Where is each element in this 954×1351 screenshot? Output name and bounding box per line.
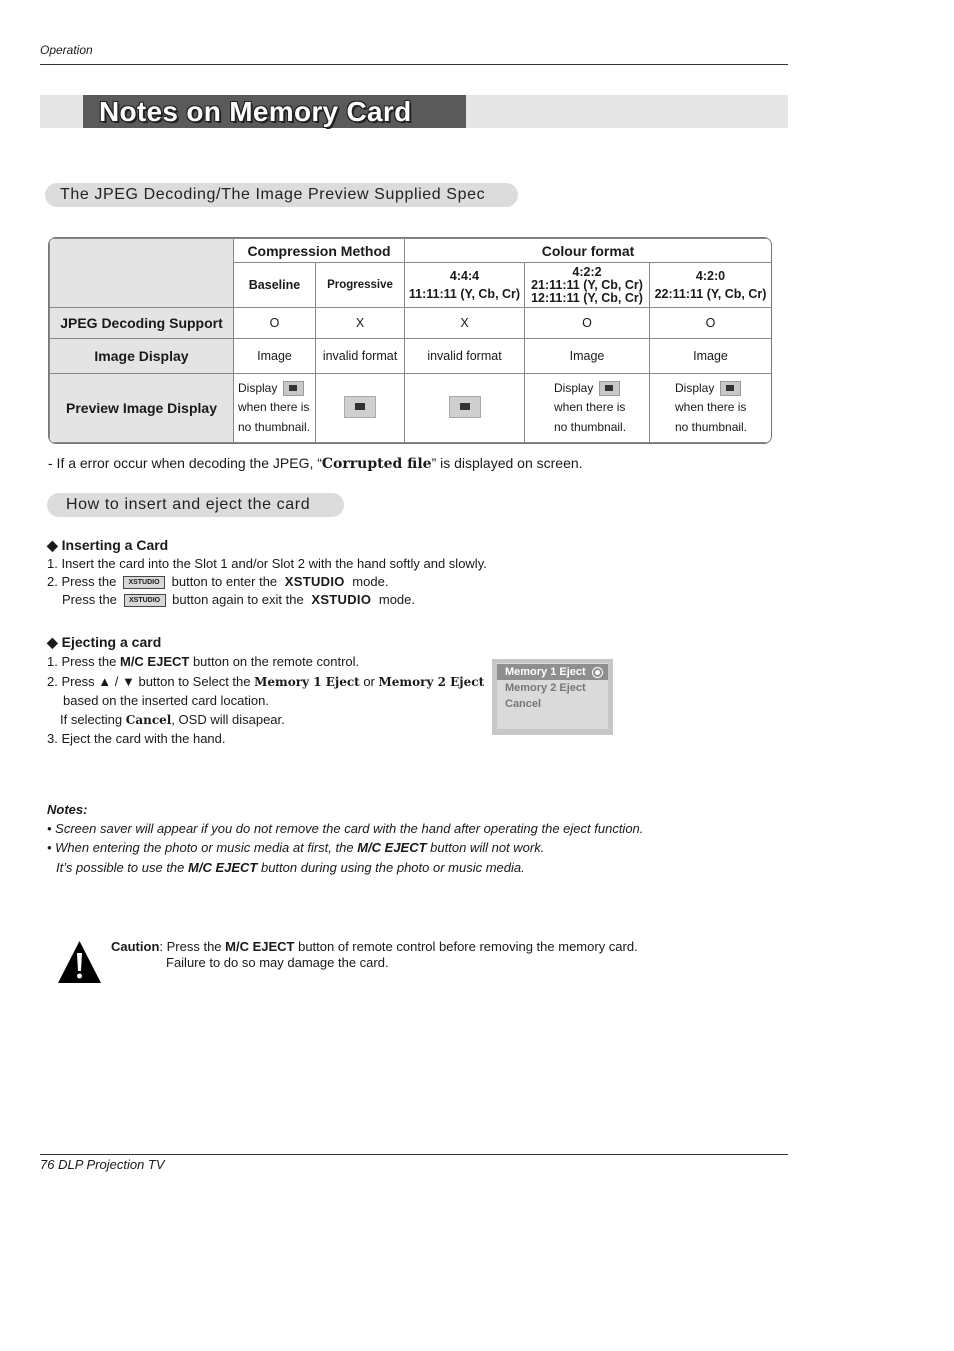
fmt-422-header <box>525 263 650 308</box>
caution-text: button of remote control before removing the memory card. <box>294 939 638 954</box>
error-note-post: ” is displayed on screen. <box>431 455 583 471</box>
preview-cell <box>650 374 772 443</box>
display-text: Display <box>675 380 715 395</box>
thumbnail-icon <box>283 381 304 396</box>
inserting-step-2 <box>47 572 388 591</box>
notes-line-1: • Screen saver will appear if you do not remove the card with the hand after operating the eject function. <box>47 821 644 836</box>
table-corner <box>50 239 234 308</box>
when-text: when there is <box>675 400 747 415</box>
notes-line-3 <box>56 858 525 878</box>
progressive-header: Progressive <box>316 263 405 308</box>
step-text: Press the <box>62 592 117 607</box>
when-text: when there is <box>554 400 626 415</box>
section-heading-insert-eject: How to insert and eject the card <box>47 493 344 517</box>
corrupted-file-text: Corrupted file <box>321 456 432 472</box>
fmt-422-label: 4:2:2 <box>572 264 602 279</box>
step-text: mode. <box>352 574 389 589</box>
fmt-420-ratio: 22:11:11 (Y, Cb, Cr) <box>654 286 767 301</box>
section-heading-jpeg: The JPEG Decoding/The Image Preview Supplied Spec <box>45 183 518 207</box>
osd-item-memory2[interactable]: Memory 2 Eject <box>505 682 586 694</box>
step-text: button to enter the <box>171 574 278 589</box>
inserting-title: ◆ Inserting a Card <box>47 537 169 553</box>
page-footer: 76 DLP Projection TV <box>40 1157 165 1172</box>
display-text: Display <box>238 380 278 395</box>
fmt-420-label: 4:2:0 <box>695 268 726 283</box>
colour-format-header: Colour format <box>405 239 772 263</box>
caution-line-1 <box>111 939 638 955</box>
fmt-444-header <box>405 263 525 308</box>
ejecting-step-2c <box>60 710 285 730</box>
section-label: Operation <box>40 43 93 57</box>
thumbnail-icon <box>344 396 376 418</box>
osd-eject-menu <box>492 659 613 735</box>
ejecting-step-2b: based on the inserted card location. <box>63 693 269 708</box>
fmt-420-header <box>650 263 772 308</box>
note-text: button will not work. <box>426 840 545 855</box>
table-cell: Image <box>525 339 650 374</box>
inserting-step-1: 1. Insert the card into the Slot 1 and/or Slot 2 with the hand softly and slowly. <box>47 556 487 571</box>
warning-icon <box>57 940 102 984</box>
row-label: JPEG Decoding Support <box>50 308 234 339</box>
compression-method-header: Compression Method <box>234 239 405 263</box>
error-note-pre: - If a error occur when decoding the JPEG, “ <box>48 455 322 471</box>
page-title: Notes on Memory Card <box>99 96 412 127</box>
inserting-step-2b <box>62 590 415 609</box>
table-cell: O <box>525 308 650 339</box>
step-text: 1. Press the <box>47 654 120 669</box>
osd-item-label: Memory 1 Eject <box>505 666 586 678</box>
table-row <box>50 374 772 443</box>
ejecting-title: ◆ Ejecting a card <box>47 634 162 650</box>
xstudio-button-icon: XSTUDIO <box>124 594 166 607</box>
step-text: 2. Press ▲ / ▼ button to Select the <box>47 674 255 689</box>
mc-eject-text: M/C EJECT <box>357 840 427 855</box>
fmt-422-ratio-2: 12:11:11 (Y, Cb, Cr) <box>531 290 643 305</box>
caution-text: : Press the <box>159 939 226 954</box>
table-cell: Image <box>234 339 316 374</box>
caution-line-2: Failure to do so may damage the card. <box>166 955 389 970</box>
note-text: It’s possible to use the <box>56 860 189 875</box>
xstudio-logo: XSTUDIO <box>284 574 345 589</box>
osd-item-memory1[interactable] <box>497 664 608 680</box>
caution-label: Caution <box>111 939 160 954</box>
preview-cell <box>234 374 316 443</box>
note-text: button during using the photo or music media. <box>257 860 525 875</box>
mc-eject-text: M/C EJECT <box>225 939 295 954</box>
ejecting-step-3: 3. Eject the card with the hand. <box>47 731 226 746</box>
step-text: , OSD will disapear. <box>171 712 285 727</box>
fmt-444-label: 4:4:4 <box>449 268 480 283</box>
note-text: • When entering the photo or music media at first, the <box>47 840 358 855</box>
no-thumbnail-text: no thumbnail. <box>675 419 748 434</box>
osd-item-cancel[interactable]: Cancel <box>505 698 542 710</box>
row-label: Preview Image Display <box>50 374 234 443</box>
table-cell: O <box>234 308 316 339</box>
row-label: Image Display <box>50 339 234 374</box>
fmt-422-ratio-1: 21:11:11 (Y, Cb, Cr) <box>531 277 643 292</box>
xstudio-logo: XSTUDIO <box>311 592 372 607</box>
mc-eject-text: M/C EJECT <box>188 860 258 875</box>
when-text: when there is <box>238 400 310 415</box>
step-text: 2. Press the <box>47 574 117 589</box>
fmt-444-ratio: 11:11:11 (Y, Cb, Cr) <box>408 286 521 301</box>
step-text: mode. <box>378 592 415 607</box>
thumbnail-icon <box>449 396 481 418</box>
mc-eject-text: M/C EJECT <box>119 654 190 669</box>
table-cell: X <box>316 308 405 339</box>
header-rule <box>40 64 788 65</box>
error-note <box>48 455 583 472</box>
preview-cell <box>316 374 405 443</box>
footer-rule <box>40 1154 788 1155</box>
step-text: or <box>359 674 379 689</box>
preview-cell <box>525 374 650 443</box>
step-text: If selecting <box>60 712 126 727</box>
no-thumbnail-text: no thumbnail. <box>238 419 311 434</box>
cancel-text: Cancel <box>125 713 172 727</box>
preview-cell <box>405 374 525 443</box>
spec-table <box>48 237 772 444</box>
table-row <box>50 308 772 339</box>
step-text: button on the remote control. <box>189 654 360 669</box>
table-row <box>50 339 772 374</box>
ejecting-step-2 <box>47 672 484 692</box>
table-cell: X <box>405 308 525 339</box>
display-text: Display <box>554 380 594 395</box>
baseline-header: Baseline <box>234 263 316 308</box>
no-thumbnail-text: no thumbnail. <box>554 419 627 434</box>
step-text: button again to exit the <box>172 592 304 607</box>
table-cell: O <box>650 308 772 339</box>
thumbnail-icon <box>599 381 620 396</box>
table-cell: invalid format <box>405 339 525 374</box>
thumbnail-icon <box>720 381 741 396</box>
memory2-text: Memory 2 Eject <box>378 675 485 689</box>
memory1-text: Memory 1 Eject <box>254 675 360 689</box>
table-cell: Image <box>650 339 772 374</box>
xstudio-button-icon: XSTUDIO <box>123 576 165 589</box>
notes-title: Notes: <box>47 802 88 817</box>
table-cell: invalid format <box>316 339 405 374</box>
ejecting-step-1 <box>47 652 359 671</box>
radio-selected-icon <box>592 667 603 678</box>
notes-line-2 <box>47 838 544 858</box>
